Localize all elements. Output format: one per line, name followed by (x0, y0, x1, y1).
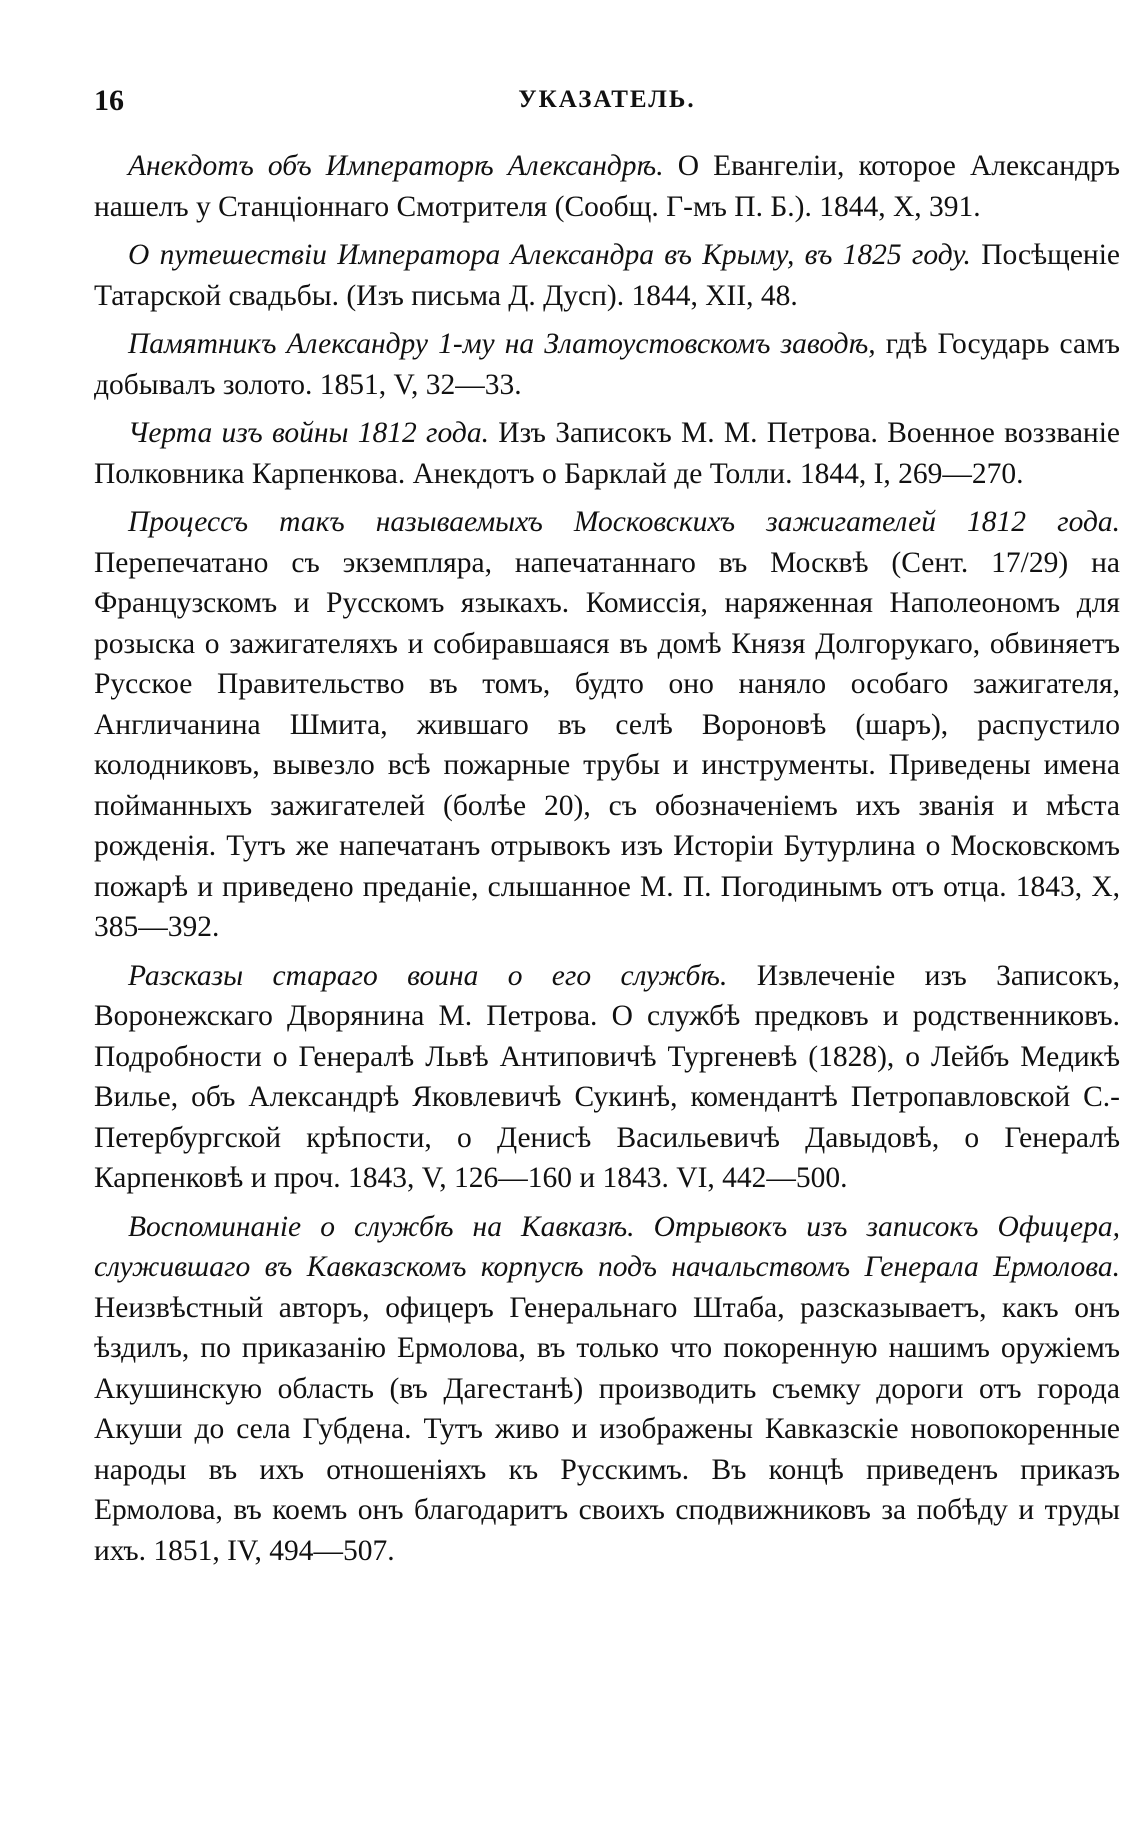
entry-title: Памятникъ Александру 1-му на Златоустовскомъ заводѣ, (128, 328, 876, 360)
entry-body: Извлеченіе изъ Записокъ, Воронежскаго Дворянина М. Петрова. О службѣ предковъ и родственниковъ. Подробности о Генералѣ Львѣ Антиповичѣ Тургеневѣ (1828), о Лейбъ Медикѣ Вилье, объ Александрѣ Яковлевичѣ Сукинѣ, комендантѣ Петропавловской С.-Петербургской крѣпости, о Денисѣ Васильевичѣ Давыдовѣ, о Генералѣ Карпенковѣ и проч. 1843, V, 126—160 и 1843. VI, 442—500. (94, 959, 1120, 1194)
page-number: 16 (94, 84, 124, 117)
running-title: УКАЗАТЕЛЬ. (518, 86, 696, 113)
entry-title: Процессъ такъ называемыхъ Московскихъ зажигателей 1812 года. (128, 506, 1120, 538)
index-entries (94, 146, 1120, 1579)
entry-body: Посѣщеніе Татарской свадьбы. (Изъ письма Д. Дусп). 1844, XII, 48. (94, 239, 1120, 312)
index-entry (94, 324, 1120, 405)
entry-body: Перепечатано съ экземпляра, напечатаннаго въ Москвѣ (Сент. 17/29) на Французскомъ и Русскомъ языкахъ. Комиссія, наряженная Наполеономъ для розыска о зажигателяхъ и собиравшаяся въ домѣ Князя Долгорукаго, обвиняетъ Русское Правительство въ томъ, будто оно наняло особаго зажигателя, Англичанина Шмита, жившаго въ селѣ Вороновѣ (шаръ), распустило колодниковъ, вывезло всѣ пожарные трубы и инструменты. Приведены имена пойманныхъ зажигателей (болѣе 20), съ обозначеніемъ ихъ званія и мѣста рожденія. Тутъ же напечатанъ отрывокъ изъ Исторіи Бутурлина о Московскомъ пожарѣ и приведено преданіе, слышанное М. П. Погодинымъ отъ отца. 1843, X, 385—392. (94, 546, 1120, 943)
entry-body: Изъ Записокъ М. М. Петрова. Военное воззваніе Полковника Карпенкова. Анекдотъ о Барклай де Толли. 1844, I, 269—270. (94, 417, 1120, 490)
entry-title: О путешествіи Императора Александра въ Крыму, въ 1825 году. (128, 239, 971, 271)
running-head (94, 84, 1120, 124)
index-entry (94, 235, 1120, 316)
entry-body: гдѣ Государь самъ добывалъ золото. 1851, V, 32—33. (94, 328, 1120, 401)
index-entry (94, 1207, 1120, 1572)
index-entry (94, 956, 1120, 1199)
entry-title: Разсказы стараго воина о его службѣ. (128, 959, 728, 992)
entry-title: Воспоминаніе о службѣ на Кавказѣ. Отрывокъ изъ записокъ Офицера, служившаго въ Кавказскомъ корпусѣ подъ начальствомъ Генерала Ермолова. (94, 1210, 1120, 1283)
index-entry (94, 413, 1120, 494)
entry-body: Неизвѣстный авторъ, офицеръ Генеральнаго Штаба, разсказываетъ, какъ онъ ѣздилъ, по приказанію Ермолова, въ только что покоренную нашимъ оружіемъ Акушинскую область (въ Дагестанѣ) производить съемку дороги отъ города Акуши до села Губдена. Тутъ живо и изображены Кавказскіе новопокоренные народы въ ихъ отношеніяхъ къ Русскимъ. Въ концѣ приведенъ приказъ Ермолова, въ коемъ онъ благодаритъ своихъ сподвижниковъ за побѣду и труды ихъ. 1851, IV, 494—507. (94, 1291, 1120, 1567)
index-entry (94, 502, 1120, 948)
entry-body: О Евангеліи, которое Александръ нашелъ у Станціоннаго Смотрителя (Сообщ. Г-мъ П. Б.). 1844, X, 391. (94, 150, 1121, 223)
index-entry (94, 146, 1120, 227)
entry-title: Черта изъ войны 1812 года. (128, 417, 489, 449)
entry-title: Анекдотъ объ Императорѣ Александрѣ. (128, 150, 664, 182)
